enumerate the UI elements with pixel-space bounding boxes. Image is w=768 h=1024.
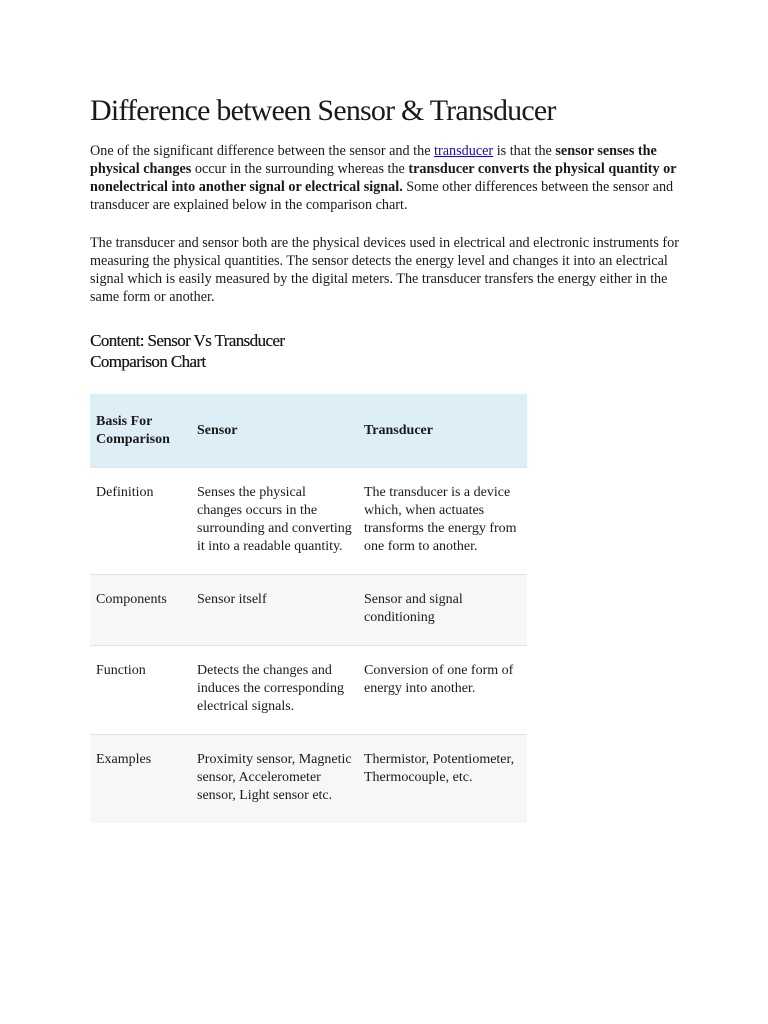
row-sensor-cell: Detects the changes and induces the corresponding electrical signals. (191, 646, 358, 735)
table-row (90, 575, 527, 646)
row-basis-cell: Components (90, 575, 191, 646)
page-title: Difference between Sensor & Transducer (90, 94, 556, 127)
table-row (90, 646, 527, 735)
row-basis-cell: Examples (90, 735, 191, 824)
header-sensor: Sensor (191, 394, 358, 468)
row-transducer-cell: The transducer is a device which, when actuates transforms the energy from one form to another. (358, 468, 527, 575)
table-header-row (90, 394, 527, 468)
table-row (90, 735, 527, 824)
header-transducer: Transducer (358, 394, 527, 468)
row-transducer-cell: Thermistor, Potentiometer, Thermocouple, etc. (358, 735, 527, 824)
intro-text-1: One of the significant difference between the sensor and the (90, 143, 435, 159)
content-heading: Content: Sensor Vs Transducer (90, 331, 285, 350)
chart-heading: Comparison Chart (90, 352, 206, 371)
article (90, 92, 690, 823)
row-transducer-cell: Sensor and signal conditioning (358, 575, 527, 646)
row-basis-cell: Function (90, 646, 191, 735)
intro-text-2: is that the (493, 143, 556, 159)
transducer-link[interactable]: transducer (434, 143, 494, 159)
row-sensor-cell: Sensor itself (191, 575, 358, 646)
header-basis: Basis For Comparison (90, 394, 191, 468)
intro-bold-2: transducer converts the physical quantity or nonelectrical into another signal or electrical signal. (90, 161, 677, 195)
intro-bold-1: sensor senses the physical changes (90, 143, 657, 177)
second-paragraph: The transducer and sensor both are the physical devices used in electrical and electronic instruments for measuring the physical quantities. The sensor detects the energy level and changes it into an electrical signal which is easily measured by the digital meters. The transducer transfers the energy either in the same form or another. (90, 235, 679, 305)
comparison-table (90, 394, 527, 823)
intro-text-3: occur in the surrounding whereas the (191, 161, 409, 177)
intro-paragraph (90, 142, 690, 214)
intro-text-4: Some other differences between the sensor and transducer are explained below in the comparison chart. (90, 179, 674, 213)
row-sensor-cell: Proximity sensor, Magnetic sensor, Accelerometer sensor, Light sensor etc. (191, 735, 358, 824)
row-basis-cell: Definition (90, 468, 191, 575)
table-row (90, 468, 527, 575)
row-transducer-cell: Conversion of one form of energy into another. (358, 646, 527, 735)
row-sensor-cell: Senses the physical changes occurs in the surrounding and converting it into a readable quantity. (191, 468, 358, 575)
